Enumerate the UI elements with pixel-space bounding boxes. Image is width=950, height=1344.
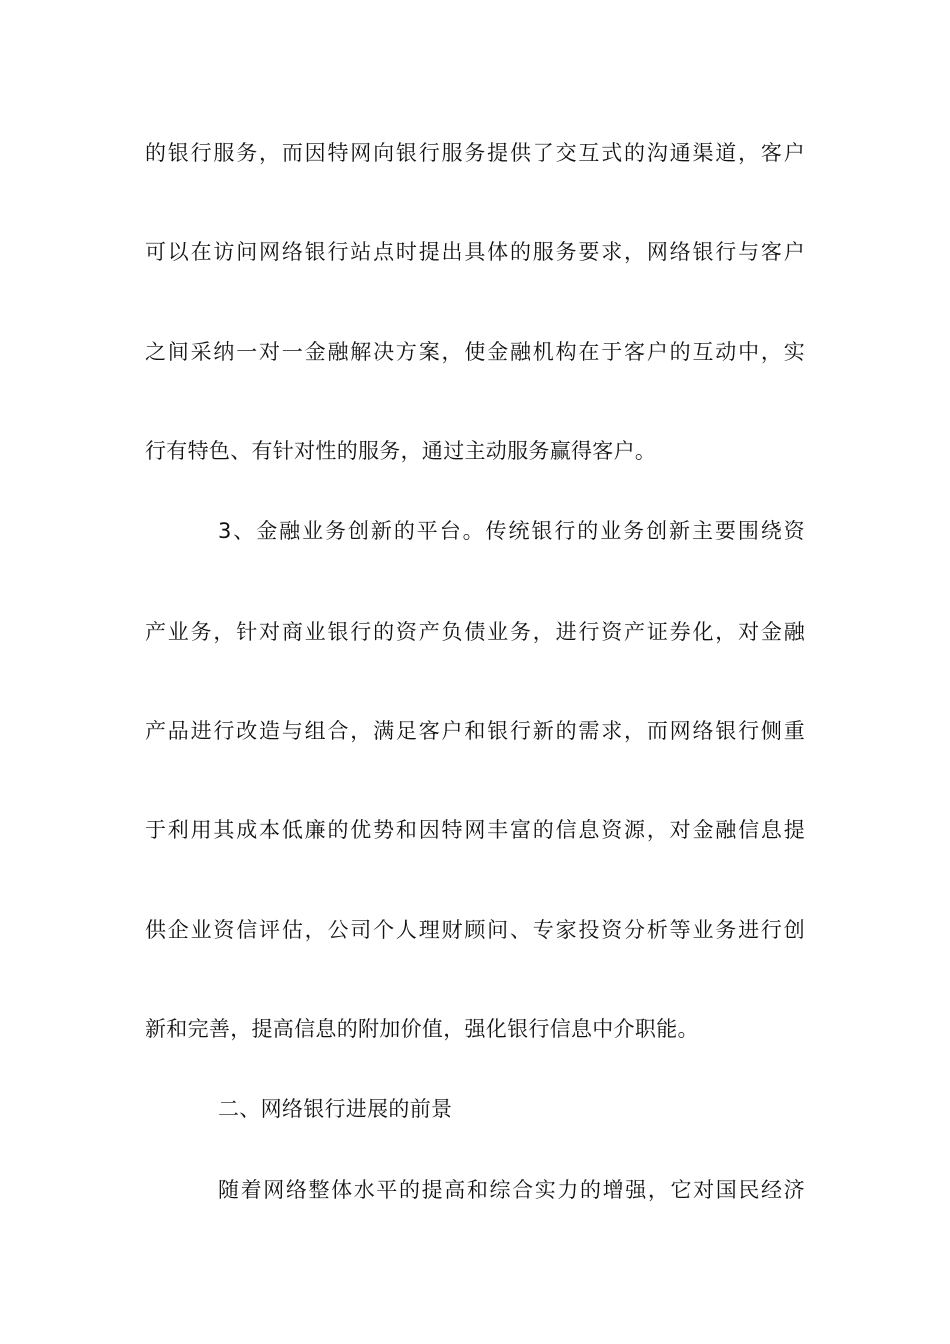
paragraph-line: 随着网络整体水平的提高和综合实力的增强，它对国民经济 — [218, 1178, 805, 1202]
paragraph-line: 产业务，针对商业银行的资产负债业务，进行资产证券化，对金融 — [145, 620, 805, 644]
paragraph-line: 行有特色、有针对性的服务，通过主动服务赢得客户。 — [145, 439, 657, 463]
paragraph-line: 供企业资信评估，公司个人理财顾问、专家投资分析等业务进行创 — [145, 918, 805, 942]
paragraph-line: 新和完善，提高信息的附加价值，强化银行信息中介职能。 — [145, 1017, 699, 1041]
paragraph-line: 3、金融业务创新的平台。传统银行的业务创新主要围绕资 — [218, 519, 805, 543]
paragraph-line: 可以在访问网络银行站点时提出具体的服务要求，网络银行与客户 — [145, 240, 805, 264]
paragraph-line: 于利用其成本低廉的优势和因特网丰富的信息资源，对金融信息提 — [145, 818, 805, 842]
paragraph-line: 之间采纳一对一金融解决方案，使金融机构在于客户的互动中，实 — [145, 340, 805, 364]
paragraph-line: 产品进行改造与组合，满足客户和银行新的需求，而网络银行侧重 — [145, 719, 805, 743]
section-heading: 二、网络银行进展的前景 — [218, 1097, 453, 1121]
paragraph-line: 的银行服务，而因特网向银行服务提供了交互式的沟通渠道，客户 — [145, 141, 805, 165]
